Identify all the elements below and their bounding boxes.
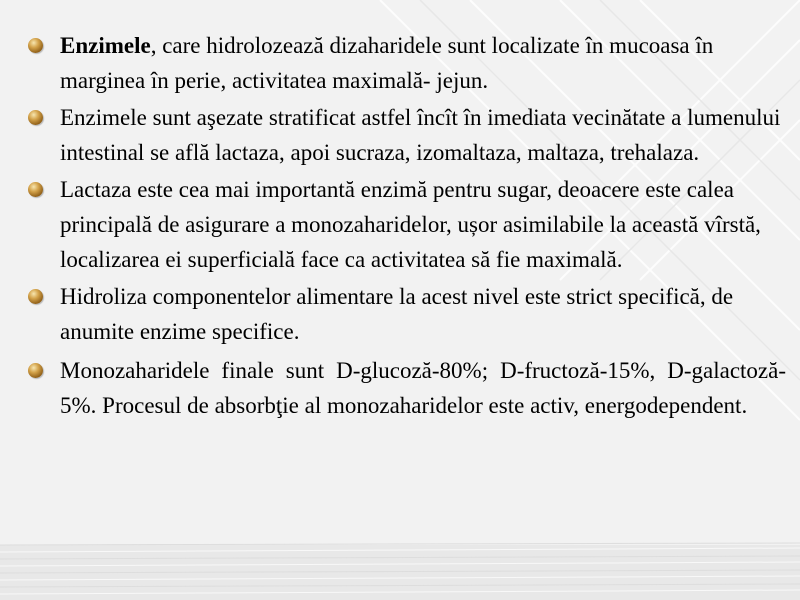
bullet-icon (28, 110, 43, 125)
bullet-item-monosaccharides (26, 353, 786, 423)
bullet-icon (28, 363, 43, 378)
bullet-list (26, 28, 786, 425)
bullet-text: Hidroliza componentelor alimentare la acest nivel este strict specifică, de anumite enzime specifice. (60, 284, 734, 344)
bullet-item-enzymes-layering (26, 100, 786, 170)
bullet-text: , care hidrolozează dizaharidele sunt localizate în mucoasa în marginea în perie, activitatea maximală- jejun. (60, 33, 714, 93)
bullet-item-lactase (26, 172, 786, 277)
bullet-text: Enzimele sunt aşezate stratificat astfel încît în imediata vecinătate a lumenului intestinal se află lactaza, apoi sucraza, izomaltaza, maltaza, trehalaza. (60, 105, 781, 165)
bullet-icon (28, 182, 43, 197)
term-enzimele: Enzimele (60, 33, 151, 58)
bullet-item-hydrolysis (26, 279, 786, 349)
bullet-text: Lactaza este cea mai importantă enzimă pentru sugar, deoacere este calea principală de asigurare a monozaharidelor, ușor asimilabile la această vîrstă, localizarea ei superficială face ca activitatea să fie maximală. (60, 177, 761, 272)
bullet-icon (28, 38, 43, 53)
bullet-item-enzymes-location (26, 28, 786, 98)
bullet-text: Monozaharidele finale sunt D-glucoză-80%; D-fructoză-15%, D-galactoză- 5%. Procesul de absorbţie al monozaharidelor este activ, energodependent. (60, 358, 786, 418)
bullet-icon (28, 289, 43, 304)
